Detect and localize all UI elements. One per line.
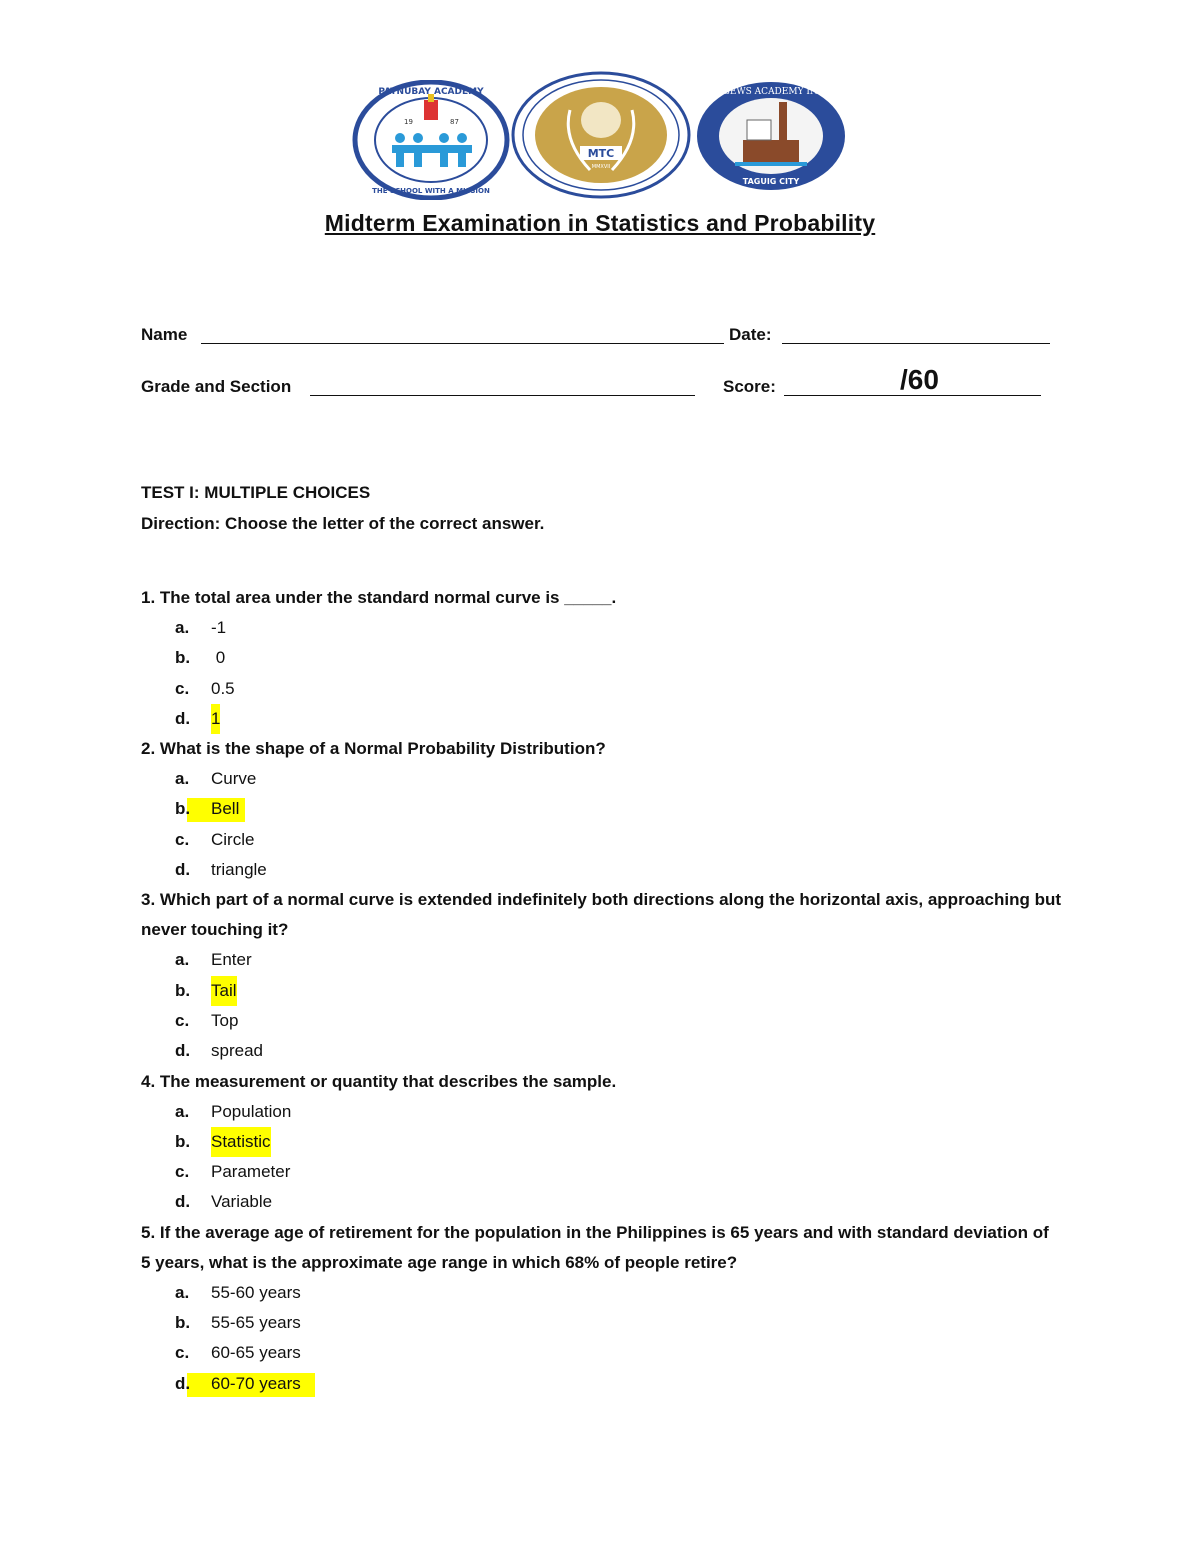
grade-section-field[interactable] [310, 395, 695, 396]
choice-text: Top [211, 1010, 239, 1030]
choice-letter: a. [175, 1101, 190, 1121]
choice-letter: b. [175, 1313, 191, 1333]
grade-section-label: Grade and Section [141, 377, 292, 396]
choice-text: -1 [211, 618, 227, 637]
name-field[interactable] [201, 343, 724, 344]
choice-letter: b. [175, 648, 191, 668]
choice-text: Enter [211, 950, 252, 970]
choice-text-highlighted: Bell [211, 799, 240, 819]
ngews-academy-logo [695, 80, 847, 192]
ngews-bottom-text: TAGUIG CITY [742, 177, 800, 186]
choice-letter: a. [175, 1282, 190, 1302]
choice-text: triangle [211, 860, 267, 880]
choice-3c[interactable] [141, 1006, 1061, 1036]
choice-3a[interactable] [141, 945, 1061, 975]
choice-5d-correct[interactable] [141, 1369, 1061, 1399]
choice-text: Variable [211, 1192, 273, 1212]
choice-letter: b. [175, 799, 191, 819]
date-label: Date: [729, 325, 772, 344]
logo-top-text: PATNUBAY ACADEMY [378, 87, 484, 97]
mtc-label: MTC [587, 147, 615, 160]
choice-text: spread [211, 1041, 263, 1061]
question-3 [141, 885, 1061, 1066]
question-text: 5. If the average age of retirement for the population in the Philippines is 65 years and with standard deviation of 5 years, what is the approximate age range in which 68% of people retire? [141, 1222, 1049, 1272]
choice-text: Population [211, 1101, 292, 1121]
choice-text: Circle [211, 829, 255, 849]
choice-letter: a. [175, 618, 190, 637]
name-label: Name [141, 325, 188, 344]
question-list [141, 583, 1061, 1399]
choice-4c[interactable] [141, 1157, 1061, 1187]
choice-text: Curve [211, 769, 257, 789]
choice-letter: b. [175, 1131, 191, 1151]
score-total: /60 [900, 364, 939, 395]
choice-1c[interactable] [141, 674, 1061, 704]
choice-text: 55-60 years [211, 1282, 301, 1302]
choice-text-highlighted: Statistic [211, 1127, 271, 1157]
choice-letter: b. [175, 980, 191, 1000]
choice-letter: c. [175, 1343, 190, 1363]
choice-5a[interactable] [141, 1278, 1061, 1308]
logo-bottom-text: THE SCHOOL WITH A MISSION [372, 187, 490, 195]
choice-letter: a. [175, 769, 190, 789]
choice-text-highlighted: Tail [211, 976, 237, 1006]
choice-letter: d. [175, 708, 191, 728]
choice-letter: a. [175, 950, 190, 970]
school-logos [350, 70, 850, 195]
choice-letter: c. [175, 678, 190, 698]
question-5 [141, 1218, 1061, 1399]
choice-letter: d. [175, 1373, 191, 1393]
choice-1b[interactable] [141, 643, 1061, 673]
question-text: 4. The measurement or quantity that describes the sample. [141, 1071, 617, 1091]
choice-3b-correct[interactable] [141, 976, 1061, 1006]
patnubay-academy-logo [352, 80, 510, 200]
question-1 [141, 583, 1061, 734]
choice-letter: d. [175, 1192, 191, 1212]
choice-text: 0.5 [211, 678, 235, 698]
choice-letter: c. [175, 1010, 190, 1030]
test-heading: TEST I: MULTIPLE CHOICES [141, 483, 371, 502]
choice-2c[interactable] [141, 825, 1061, 855]
choice-letter: c. [175, 829, 190, 849]
choice-text: 0 [211, 648, 226, 668]
question-text: 2. What is the shape of a Normal Probability Distribution? [141, 739, 606, 759]
score-label: Score: [723, 377, 776, 396]
question-4 [141, 1067, 1061, 1218]
choice-text: Parameter [211, 1162, 291, 1182]
exam-title: Midterm Examination in Statistics and Probability [324, 210, 876, 236]
ngews-top-text: NGEWS ACADEMY INC. [714, 87, 828, 97]
question-2 [141, 734, 1061, 885]
choice-5b[interactable] [141, 1308, 1061, 1338]
date-field[interactable] [782, 343, 1050, 344]
logo-year-left: 19 [404, 118, 413, 126]
choice-letter: d. [175, 1041, 191, 1061]
choice-text: 60-65 years [211, 1343, 301, 1363]
choice-2a[interactable] [141, 764, 1061, 794]
test-direction: Direction: Choose the letter of the correct answer. [141, 514, 545, 533]
question-text: 3. Which part of a normal curve is extended indefinitely both directions along the horizontal axis, approaching but never touching it? [141, 890, 1062, 940]
choice-4a[interactable] [141, 1097, 1061, 1127]
choice-5c[interactable] [141, 1338, 1061, 1368]
choice-4b-correct[interactable] [141, 1127, 1061, 1157]
choice-1a[interactable] [141, 613, 1061, 643]
choice-3d[interactable] [141, 1036, 1061, 1066]
mtc-logo [510, 70, 692, 200]
choice-text-highlighted: 1 [211, 704, 220, 734]
mtc-sub: MMXVII [591, 164, 611, 170]
choice-text-highlighted: 60-70 years [211, 1373, 301, 1393]
choice-letter: d. [175, 860, 191, 880]
logo-year-right: 87 [450, 118, 459, 126]
choice-4d[interactable] [141, 1187, 1061, 1217]
choice-2b-correct[interactable] [141, 794, 1061, 824]
choice-letter: c. [175, 1162, 190, 1182]
choice-1d-correct[interactable] [141, 704, 1061, 734]
choice-2d[interactable] [141, 855, 1061, 885]
question-text: 1. The total area under the standard normal curve is _____. [141, 588, 617, 607]
choice-text: 55-65 years [211, 1313, 301, 1333]
